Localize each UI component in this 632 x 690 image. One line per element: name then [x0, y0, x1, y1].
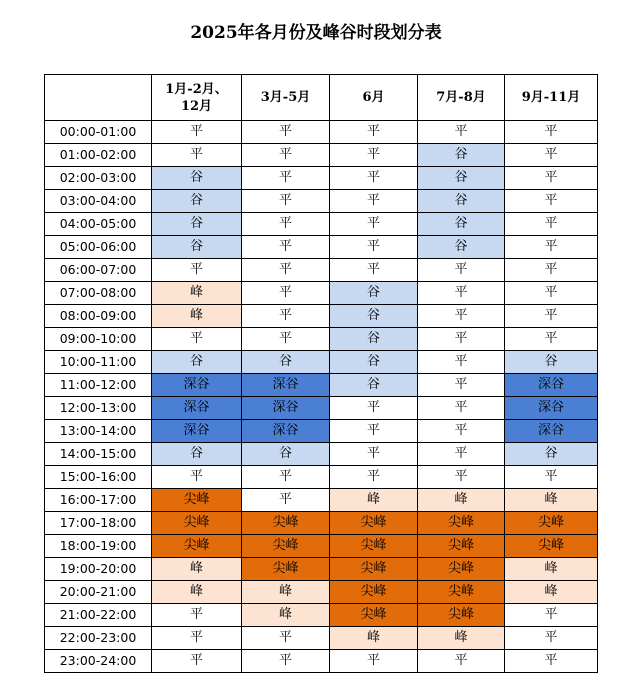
period-cell: 平 — [242, 190, 330, 213]
period-cell: 平 — [330, 144, 418, 167]
time-slot-cell: 15:00-16:00 — [45, 466, 152, 489]
period-cell: 谷 — [330, 328, 418, 351]
period-cell: 尖峰 — [330, 581, 418, 604]
period-cell: 尖峰 — [242, 535, 330, 558]
time-slot-cell: 06:00-07:00 — [45, 259, 152, 282]
period-cell: 平 — [418, 328, 505, 351]
period-cell: 平 — [505, 190, 598, 213]
peak-valley-table — [44, 74, 598, 673]
period-cell: 平 — [505, 305, 598, 328]
period-cell: 平 — [330, 259, 418, 282]
period-cell: 谷 — [152, 351, 242, 374]
period-cell: 谷 — [330, 374, 418, 397]
period-cell: 平 — [242, 144, 330, 167]
time-slot-cell: 22:00-23:00 — [45, 627, 152, 650]
period-cell: 平 — [242, 259, 330, 282]
table-row — [45, 466, 598, 489]
period-cell: 尖峰 — [330, 512, 418, 535]
period-cell: 峰 — [418, 489, 505, 512]
time-slot-cell: 23:00-24:00 — [45, 650, 152, 673]
period-cell: 谷 — [505, 351, 598, 374]
period-cell: 平 — [330, 121, 418, 144]
period-cell: 平 — [242, 489, 330, 512]
period-cell: 平 — [242, 328, 330, 351]
table-row — [45, 328, 598, 351]
period-cell: 谷 — [242, 443, 330, 466]
period-cell: 深谷 — [505, 374, 598, 397]
period-cell: 尖峰 — [152, 512, 242, 535]
period-cell: 平 — [152, 259, 242, 282]
table-row — [45, 627, 598, 650]
time-slot-cell: 20:00-21:00 — [45, 581, 152, 604]
period-cell: 深谷 — [242, 374, 330, 397]
period-cell: 尖峰 — [242, 558, 330, 581]
period-cell: 谷 — [330, 351, 418, 374]
time-slot-cell: 05:00-06:00 — [45, 236, 152, 259]
period-cell: 平 — [505, 236, 598, 259]
period-cell: 平 — [330, 466, 418, 489]
header-month-group: 6月 — [330, 75, 418, 121]
time-slot-cell: 19:00-20:00 — [45, 558, 152, 581]
period-cell: 平 — [505, 259, 598, 282]
header-row — [45, 75, 598, 121]
period-cell: 尖峰 — [330, 604, 418, 627]
period-cell: 平 — [330, 213, 418, 236]
period-cell: 深谷 — [242, 397, 330, 420]
period-cell: 谷 — [152, 213, 242, 236]
time-slot-cell: 14:00-15:00 — [45, 443, 152, 466]
time-slot-cell: 13:00-14:00 — [45, 420, 152, 443]
period-cell: 尖峰 — [505, 535, 598, 558]
period-cell: 平 — [242, 466, 330, 489]
table-row — [45, 374, 598, 397]
time-slot-cell: 09:00-10:00 — [45, 328, 152, 351]
period-cell: 峰 — [152, 558, 242, 581]
period-cell: 峰 — [330, 627, 418, 650]
table-row — [45, 535, 598, 558]
period-cell: 谷 — [330, 305, 418, 328]
table-row — [45, 305, 598, 328]
period-cell: 平 — [242, 121, 330, 144]
period-cell: 峰 — [242, 581, 330, 604]
time-slot-cell: 17:00-18:00 — [45, 512, 152, 535]
period-cell: 平 — [330, 650, 418, 673]
period-cell: 谷 — [418, 236, 505, 259]
period-cell: 平 — [330, 397, 418, 420]
table-row — [45, 397, 598, 420]
period-cell: 平 — [505, 282, 598, 305]
table-row — [45, 144, 598, 167]
period-cell: 平 — [505, 167, 598, 190]
header-month-group: 9月-11月 — [505, 75, 598, 121]
period-cell: 平 — [418, 282, 505, 305]
period-cell: 平 — [505, 650, 598, 673]
period-cell: 平 — [418, 305, 505, 328]
period-cell: 尖峰 — [418, 581, 505, 604]
period-cell: 平 — [152, 650, 242, 673]
period-cell: 峰 — [418, 627, 505, 650]
time-slot-cell: 16:00-17:00 — [45, 489, 152, 512]
period-cell: 平 — [242, 305, 330, 328]
period-cell: 平 — [242, 627, 330, 650]
period-cell: 尖峰 — [152, 489, 242, 512]
time-slot-cell: 04:00-05:00 — [45, 213, 152, 236]
table-row — [45, 443, 598, 466]
table-row — [45, 259, 598, 282]
table-row — [45, 190, 598, 213]
table-row — [45, 650, 598, 673]
period-cell: 谷 — [505, 443, 598, 466]
table-row — [45, 167, 598, 190]
period-cell: 尖峰 — [418, 512, 505, 535]
period-cell: 峰 — [505, 489, 598, 512]
period-cell: 平 — [418, 420, 505, 443]
period-cell: 峰 — [505, 558, 598, 581]
table-row — [45, 420, 598, 443]
period-cell: 谷 — [330, 282, 418, 305]
period-cell: 平 — [418, 443, 505, 466]
period-cell: 平 — [152, 604, 242, 627]
period-cell: 平 — [152, 466, 242, 489]
period-cell: 平 — [242, 282, 330, 305]
period-cell: 平 — [330, 190, 418, 213]
table-row — [45, 604, 598, 627]
time-slot-cell: 18:00-19:00 — [45, 535, 152, 558]
period-cell: 平 — [418, 650, 505, 673]
period-cell: 尖峰 — [418, 535, 505, 558]
period-cell: 峰 — [152, 282, 242, 305]
table-row — [45, 351, 598, 374]
period-cell: 平 — [242, 213, 330, 236]
period-cell: 谷 — [152, 236, 242, 259]
time-slot-cell: 00:00-01:00 — [45, 121, 152, 144]
period-cell: 平 — [418, 466, 505, 489]
period-cell: 深谷 — [242, 420, 330, 443]
period-cell: 平 — [330, 236, 418, 259]
period-cell: 尖峰 — [418, 558, 505, 581]
header-corner — [45, 75, 152, 121]
table-row — [45, 558, 598, 581]
period-cell: 尖峰 — [242, 512, 330, 535]
period-cell: 峰 — [152, 305, 242, 328]
period-cell: 尖峰 — [330, 558, 418, 581]
period-cell: 平 — [330, 167, 418, 190]
time-slot-cell: 12:00-13:00 — [45, 397, 152, 420]
table-row — [45, 489, 598, 512]
time-slot-cell: 02:00-03:00 — [45, 167, 152, 190]
header-month-group: 7月-8月 — [418, 75, 505, 121]
time-slot-cell: 08:00-09:00 — [45, 305, 152, 328]
page-title: 2025年各月份及峰谷时段划分表 — [190, 23, 442, 43]
time-slot-cell: 11:00-12:00 — [45, 374, 152, 397]
period-cell: 峰 — [152, 581, 242, 604]
period-cell: 平 — [505, 213, 598, 236]
time-slot-cell: 21:00-22:00 — [45, 604, 152, 627]
period-cell: 平 — [505, 466, 598, 489]
period-cell: 平 — [242, 236, 330, 259]
table-row — [45, 512, 598, 535]
period-cell: 平 — [505, 328, 598, 351]
period-cell: 谷 — [418, 144, 505, 167]
table-row — [45, 213, 598, 236]
period-cell: 深谷 — [505, 397, 598, 420]
period-cell: 平 — [152, 144, 242, 167]
period-cell: 深谷 — [152, 374, 242, 397]
period-cell: 深谷 — [152, 397, 242, 420]
period-cell: 平 — [152, 121, 242, 144]
time-slot-cell: 01:00-02:00 — [45, 144, 152, 167]
period-cell: 平 — [242, 650, 330, 673]
table-body — [45, 121, 598, 673]
table-row — [45, 236, 598, 259]
table-row — [45, 282, 598, 305]
period-cell: 谷 — [152, 167, 242, 190]
period-cell: 峰 — [330, 489, 418, 512]
period-cell: 深谷 — [152, 420, 242, 443]
header-month-group: 1月-2月、12月 — [152, 75, 242, 121]
period-cell: 平 — [505, 121, 598, 144]
period-cell: 平 — [418, 121, 505, 144]
period-cell: 尖峰 — [152, 535, 242, 558]
period-cell: 平 — [242, 167, 330, 190]
period-cell: 谷 — [418, 167, 505, 190]
period-cell: 平 — [152, 627, 242, 650]
period-cell: 尖峰 — [418, 604, 505, 627]
period-cell: 尖峰 — [330, 535, 418, 558]
table-row — [45, 581, 598, 604]
period-cell: 谷 — [152, 443, 242, 466]
period-cell: 平 — [505, 627, 598, 650]
period-cell: 平 — [418, 397, 505, 420]
header-month-group: 3月-5月 — [242, 75, 330, 121]
period-cell: 谷 — [152, 190, 242, 213]
period-cell: 平 — [418, 351, 505, 374]
period-cell: 谷 — [418, 213, 505, 236]
period-cell: 峰 — [242, 604, 330, 627]
period-cell: 尖峰 — [505, 512, 598, 535]
time-slot-cell: 07:00-08:00 — [45, 282, 152, 305]
period-cell: 深谷 — [505, 420, 598, 443]
period-cell: 平 — [330, 420, 418, 443]
table-row — [45, 121, 598, 144]
period-cell: 谷 — [242, 351, 330, 374]
period-cell: 峰 — [505, 581, 598, 604]
period-cell: 谷 — [418, 190, 505, 213]
period-cell: 平 — [505, 144, 598, 167]
period-cell: 平 — [418, 259, 505, 282]
time-slot-cell: 03:00-04:00 — [45, 190, 152, 213]
time-slot-cell: 10:00-11:00 — [45, 351, 152, 374]
period-cell: 平 — [505, 604, 598, 627]
period-cell: 平 — [418, 374, 505, 397]
period-cell: 平 — [330, 443, 418, 466]
period-cell: 平 — [152, 328, 242, 351]
